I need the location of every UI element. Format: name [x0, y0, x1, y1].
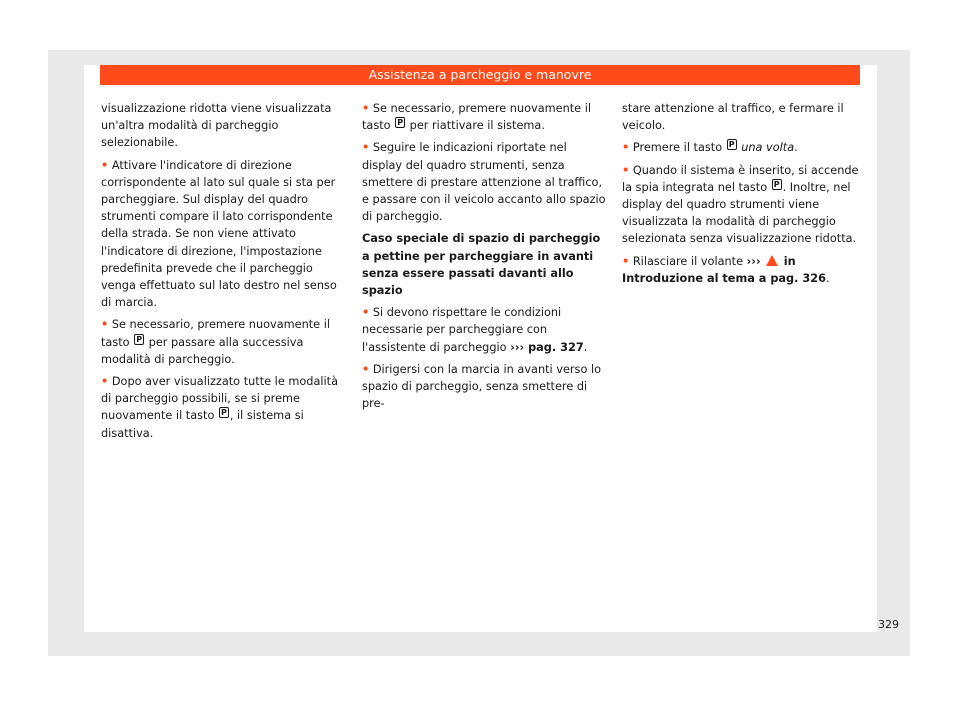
- section-title: Assistenza a parcheggio e manovre: [368, 67, 592, 82]
- subheading: Caso speciale di spazio di parcheggio a pettine per parcheggiare in avanti senza essere passati davanti allo spazio: [362, 232, 601, 298]
- section-header: [100, 65, 860, 85]
- bullet-item: • Se necessario, premere nuovamente il tasto P per passare alla successiva modalità di parcheggio.: [101, 318, 330, 366]
- page-number: 329: [878, 618, 899, 631]
- column-3: [622, 100, 862, 292]
- park-assist-key-icon: P: [773, 179, 780, 189]
- bullet-item: • Se necessario, premere nuovamente il tasto P per riattivare il sistema.: [362, 102, 591, 133]
- bullet-icon: •: [362, 306, 370, 320]
- bullet-icon: •: [362, 141, 370, 155]
- reference-arrows: ›››: [746, 254, 761, 268]
- park-assist-key-icon: P: [220, 408, 227, 418]
- bullet-item: • Si devono rispettare le condizioni necessarie per parcheggiare con l'assistente di parcheggio ››› pag. 327.: [362, 306, 588, 354]
- bullet-icon: •: [101, 158, 109, 172]
- bullet-icon: •: [362, 362, 370, 376]
- park-assist-key-icon: P: [136, 334, 143, 344]
- bullet-icon: •: [622, 141, 630, 155]
- column-1: [101, 100, 346, 447]
- bullet-icon: •: [622, 163, 630, 177]
- bullet-item: • Dirigersi con la marcia in avanti verso lo spazio di parcheggio, senza smettere di pre-: [362, 362, 601, 411]
- bullet-item: • Rilasciare il volante ››› in Introduzione al tema a pag. 326.: [622, 254, 830, 285]
- bullet-icon: •: [362, 102, 370, 115]
- warning-icon: [766, 255, 778, 266]
- bullet-item: • Dopo aver visualizzato tutte le modalità di parcheggio possibili, se si preme nuovamente il tasto P , il sistema si disattiva.: [101, 375, 338, 440]
- page-reference-link[interactable]: ››› pag. 327: [510, 340, 584, 354]
- bullet-icon: •: [101, 318, 109, 332]
- bullet-item: • Attivare l'indicatore di direzione corrispondente al lato sul quale si sta per parcheggiare. Sul display del quadro strumenti compare il lato corrispondente della strada. Se non viene attivato l'indicatore di direzione, l'impostazione predefinita prevede che il parcheggio venga effettuato sul lato destro nel senso di marcia.: [101, 158, 337, 310]
- paragraph-intro: visualizzazione ridotta viene visualizzata un'altra modalità di parcheggio selezionabile.: [101, 102, 332, 150]
- park-assist-key-icon: P: [728, 140, 735, 150]
- paragraph-intro: stare attenzione al traffico, e fermare il veicolo.: [622, 102, 844, 133]
- park-assist-key-icon: P: [397, 118, 404, 128]
- page-reference-link[interactable]: in Introduzione al tema a pag. 326: [622, 254, 826, 285]
- bullet-item: • Seguire le indicazioni riportate nel display del quadro strumenti, senza smettere di prestare attenzione al traffico, e passare con il veicolo accanto allo spazio di parcheggio.: [362, 141, 606, 224]
- bullet-item: • Premere il tasto P una volta.: [622, 140, 798, 155]
- bullet-icon: •: [622, 254, 630, 268]
- bullet-icon: •: [101, 375, 109, 389]
- column-2: [362, 100, 607, 417]
- bullet-item: • Quando il sistema è inserito, si accende la spia integrata nel tasto P . Inoltre, nel display del quadro strumenti viene visualizzata la modalità di parcheggio selezionata senza visualizzazione ridotta.: [622, 163, 859, 246]
